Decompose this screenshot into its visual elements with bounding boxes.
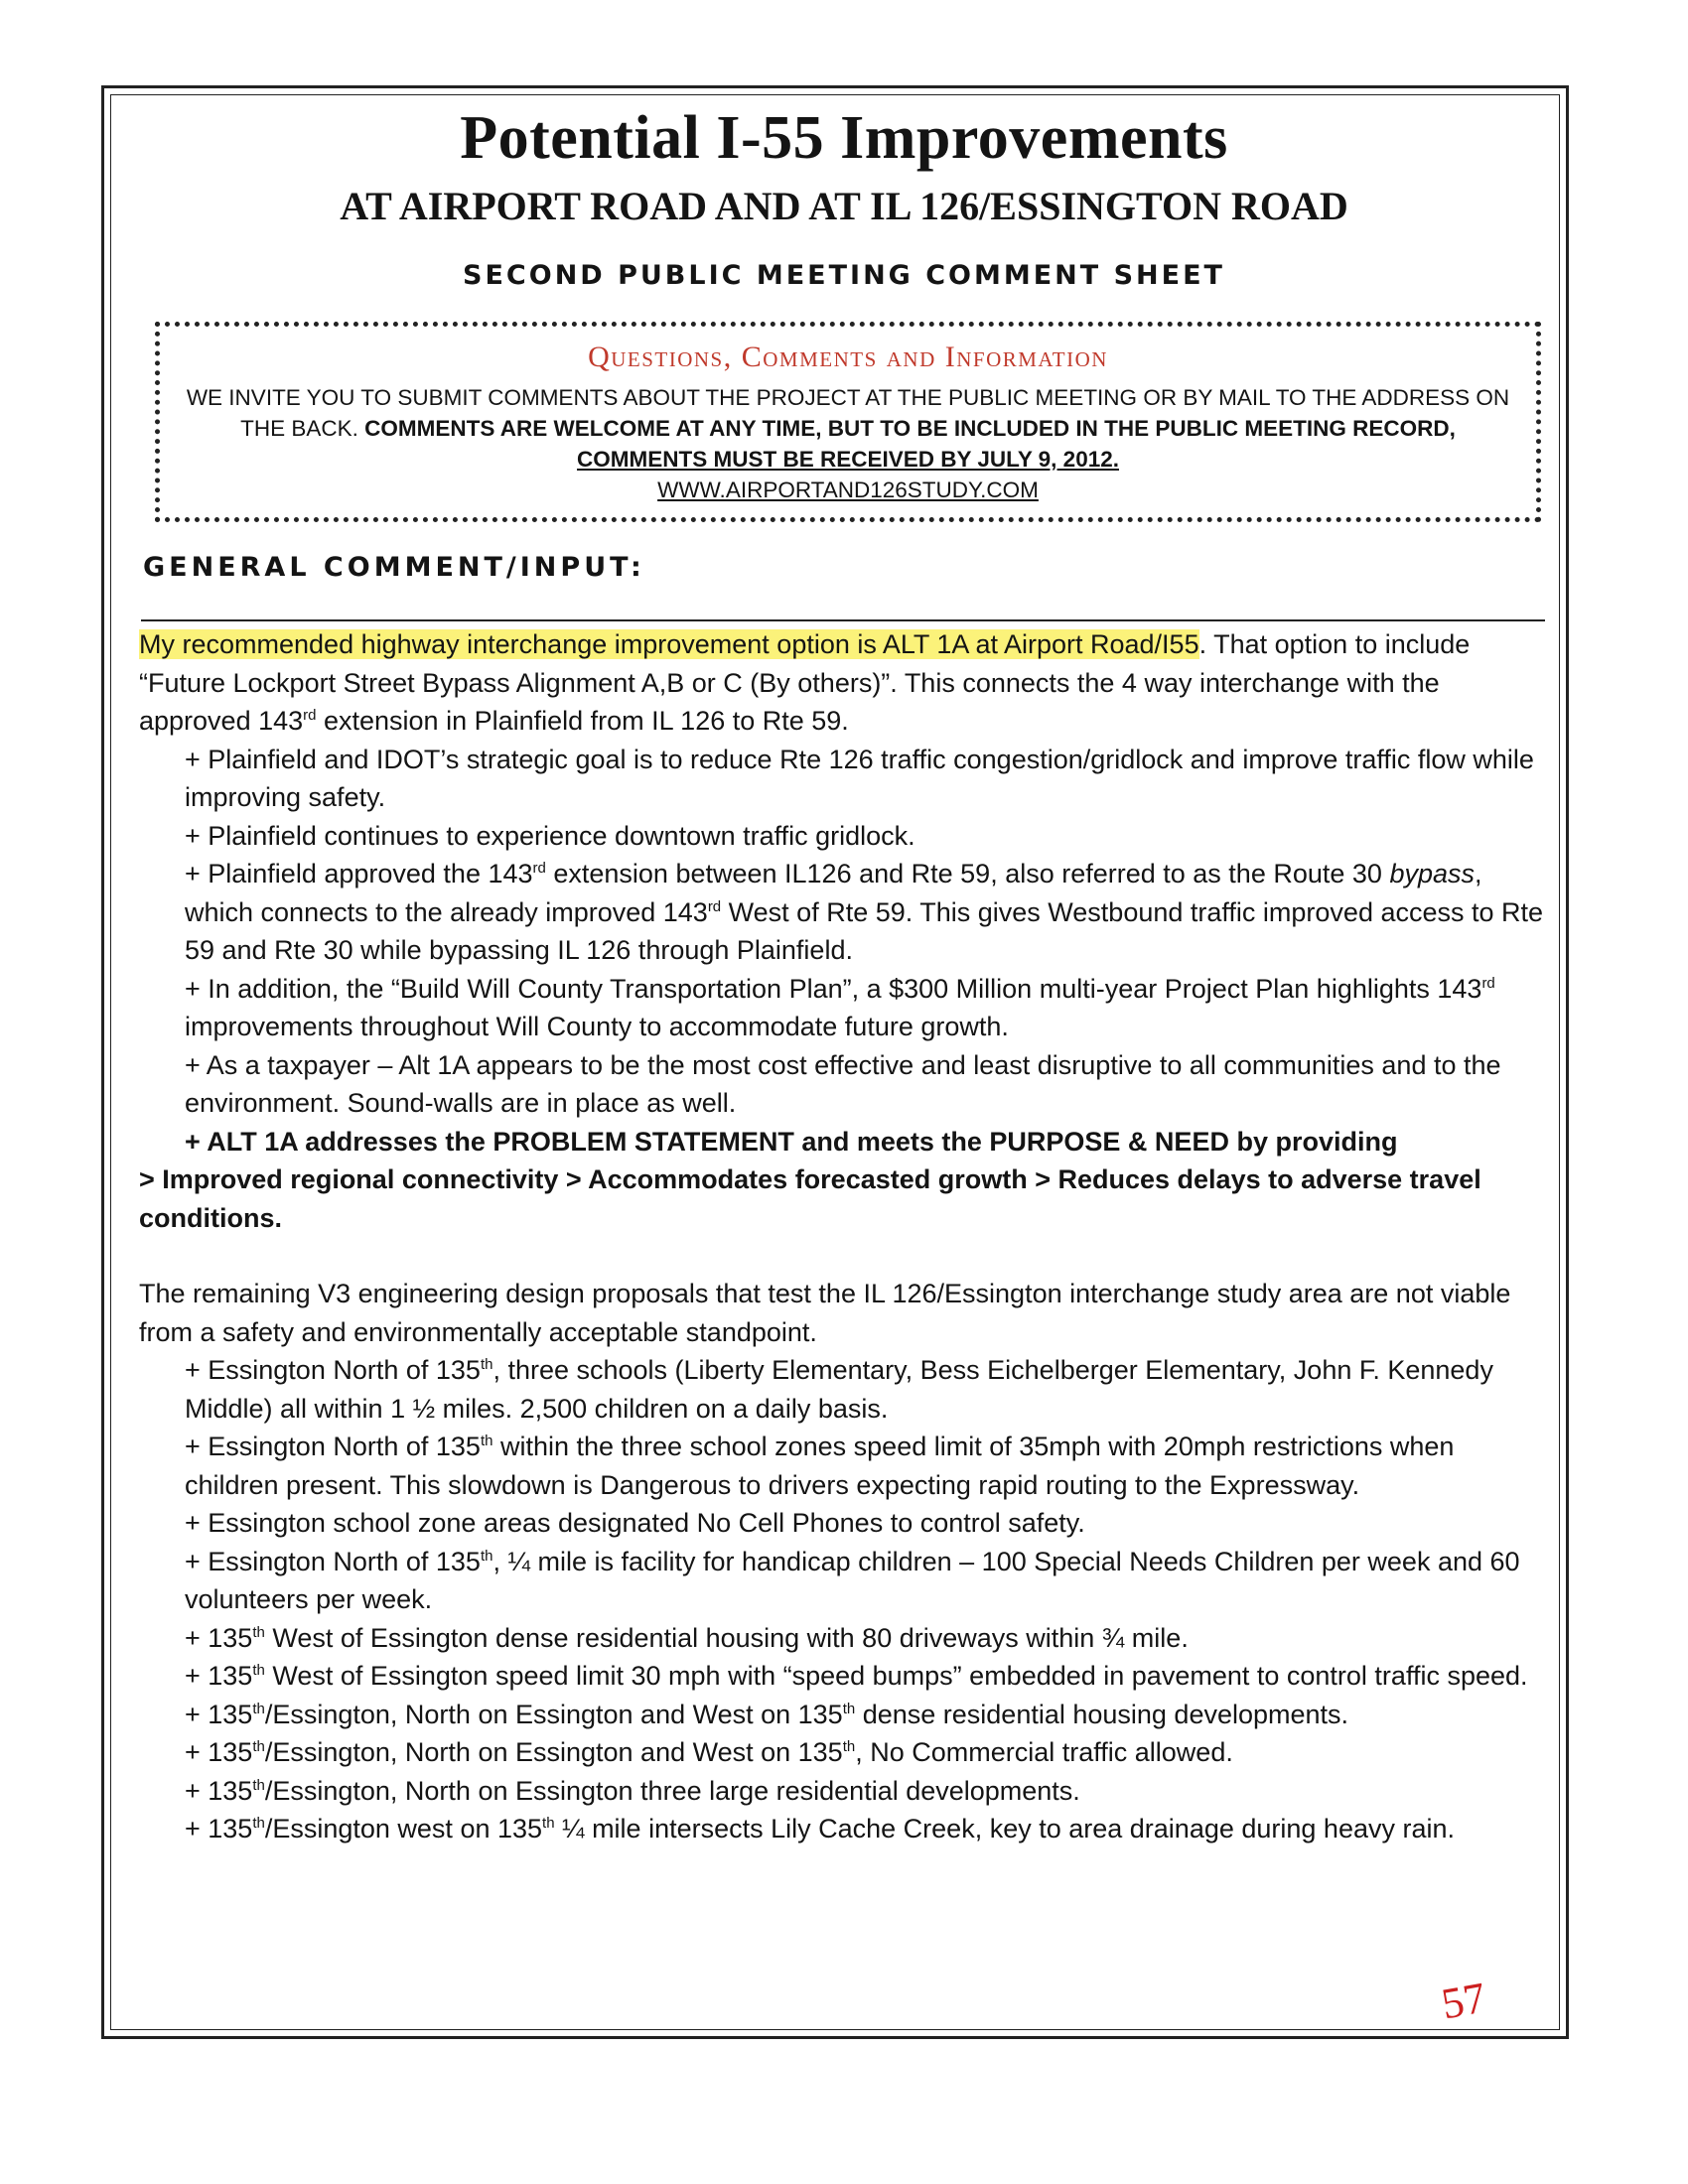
- superscript: rd: [303, 707, 317, 724]
- list-item: [139, 1351, 1549, 1428]
- comment-rule: [141, 619, 1545, 621]
- list-item: [139, 1428, 1549, 1504]
- intro-text-b: extension in Plainfield from IL 126 to Rte 59.: [316, 706, 849, 736]
- item-text: ¼ mile intersects Lily Cache Creek, key to area drainage during heavy rain.: [554, 1814, 1455, 1843]
- superscript: th: [842, 1738, 856, 1755]
- item-text: , three schools (Liberty Elementary, Bess Eichelberger Elementary, John F. Kennedy Middle) all within 1 ½ miles. 2,500 children on a daily basis.: [185, 1355, 1493, 1424]
- superscript: th: [252, 1815, 265, 1832]
- item-text: , which connects to the already improved 143: [185, 859, 1482, 927]
- item-text: + 135: [185, 1737, 253, 1767]
- paragraph-gap: [139, 1237, 1549, 1275]
- item-text: dense residential housing developments.: [855, 1699, 1349, 1729]
- info-box-title: [160, 341, 1536, 374]
- superscript: th: [480, 1547, 493, 1565]
- page-subtitle: AT AIRPORT ROAD AND AT IL 126/ESSINGTON ROAD: [340, 184, 1348, 228]
- superscript: rd: [1481, 974, 1495, 992]
- info-text-deadline: COMMENTS MUST BE RECEIVED BY JULY 9, 2012.: [577, 447, 1119, 472]
- item-text: /Essington, North on Essington and West on 135: [264, 1737, 843, 1767]
- superscript: th: [252, 1776, 265, 1794]
- item-text: extension between IL126 and Rte 59, also referred to as the Route 30: [545, 859, 1390, 888]
- list-item: [139, 1543, 1549, 1619]
- item-text: + 135: [185, 1699, 253, 1729]
- superscript: th: [480, 1433, 493, 1449]
- list-item: [139, 1657, 1549, 1696]
- item-text: within the three school zones speed limit of 35mph with 20mph restrictions when children present. This slowdown is Dangerous to drivers expecting rapid routing to the Expressway.: [185, 1432, 1455, 1500]
- item-text: + 135: [185, 1775, 253, 1806]
- superscript: rd: [532, 860, 546, 877]
- item-text: improvements throughout Will County to accommodate future growth.: [185, 1012, 1009, 1041]
- list-item: + Plainfield and IDOT’s strategic goal is to reduce Rte 126 traffic congestion/gridlock and improve traffic flow while improving safety.: [185, 744, 1534, 812]
- list-item: [139, 1696, 1549, 1734]
- comment-intro: [139, 625, 1549, 741]
- item-text: /Essington west on 135: [264, 1814, 543, 1843]
- item-text: West of Rte 59. This gives Westbound traffic improved access to Rte 59 and Rte 30 while bypassing IL 126 through Plainfield.: [185, 896, 1544, 965]
- superscript: th: [480, 1356, 493, 1373]
- item-text: + Essington North of 135: [185, 1546, 481, 1576]
- info-box-title-text: Questions, Comments and Information: [588, 341, 1108, 373]
- superscript: th: [542, 1815, 555, 1832]
- info-text-invite: WE INVITE YOU TO SUBMIT COMMENTS ABOUT THE PROJECT AT THE PUBLIC MEETING OR BY MAIL TO THE ADDRESS ON THE BACK.: [186, 385, 1510, 441]
- info-text-welcome: COMMENTS ARE WELCOME AT ANY TIME, BUT TO BE INCLUDED IN THE PUBLIC MEETING RECORD,: [364, 416, 1456, 441]
- list-item: [139, 1772, 1549, 1811]
- info-box-text: [184, 382, 1512, 505]
- info-box: [155, 322, 1541, 522]
- item-text: West of Essington dense residential housing with 80 driveways within ¾ mile.: [264, 1622, 1189, 1653]
- item-text: + ALT 1A addresses the PROBLEM STATEMENT and meets the PURPOSE & NEED by providing: [185, 1126, 1398, 1157]
- item-text: , No Commercial traffic allowed.: [855, 1737, 1233, 1767]
- item-text: /Essington, North on Essington and West on 135: [264, 1699, 843, 1729]
- superscript: th: [252, 1738, 265, 1755]
- item-text: + 135: [185, 1622, 253, 1653]
- list-item: + As a taxpayer – Alt 1A appears to be the most cost effective and least disruptive to all communities and to the environment. Sound-walls are in place as well.: [185, 1049, 1501, 1118]
- meeting-heading: SECOND PUBLIC MEETING COMMENT SHEET: [463, 260, 1225, 291]
- list-item-continuation: > Improved regional connectivity > Accommodates forecasted growth > Reduces delays to adverse travel conditions.: [139, 1164, 1481, 1233]
- list-item: [139, 855, 1549, 970]
- item-emphasis: bypass: [1389, 859, 1475, 888]
- superscript: th: [842, 1700, 856, 1717]
- item-text: + 135: [185, 1814, 253, 1843]
- item-text: + 135: [185, 1661, 253, 1691]
- superscript: th: [252, 1623, 265, 1641]
- item-text: + Plainfield approved the 143: [185, 859, 533, 888]
- comment-paragraph-2: The remaining V3 engineering design proposals that test the IL 126/Essington interchange study area are not viable from a safety and environmentally acceptable standpoint.: [139, 1279, 1511, 1347]
- list-item: [139, 970, 1549, 1046]
- list-item: + Plainfield continues to experience downtown traffic gridlock.: [185, 820, 915, 851]
- superscript: th: [252, 1662, 265, 1679]
- intro-text-a: . That option to include “Future Lockport Street Bypass Alignment A,B or C (By others)”. This connects the 4 way interchange with the approved 143: [139, 629, 1471, 736]
- item-text: + Essington North of 135: [185, 1432, 481, 1461]
- general-comment-label: GENERAL COMMENT/INPUT:: [143, 552, 645, 583]
- list-item: [139, 1123, 1549, 1161]
- item-text: + In addition, the “Build Will County Transportation Plan”, a $300 Million multi-year Project Plan highlights 143: [185, 973, 1482, 1004]
- item-text: , ¼ mile is facility for handicap children – 100 Special Needs Children per week and 60 volunteers per week.: [185, 1546, 1520, 1614]
- handwritten-page-number: 57: [1438, 1973, 1489, 2029]
- list-item: + Essington school zone areas designated No Cell Phones to control safety.: [185, 1508, 1085, 1538]
- list-item: [139, 1619, 1549, 1658]
- list-item: [139, 1733, 1549, 1772]
- highlighted-recommendation: My recommended highway interchange improvement option is ALT 1A at Airport Road/I55: [139, 629, 1199, 659]
- page-title: Potential I-55 Improvements: [460, 104, 1228, 172]
- list-item: [139, 1810, 1549, 1848]
- comment-body: [139, 625, 1549, 1848]
- item-text: West of Essington speed limit 30 mph with “speed bumps” embedded in pavement to control traffic speed.: [264, 1661, 1528, 1691]
- item-text: + Essington North of 135: [185, 1355, 481, 1385]
- item-text: /Essington, North on Essington three large residential developments.: [264, 1775, 1080, 1806]
- superscript: rd: [707, 897, 722, 915]
- info-website-link[interactable]: WWW.AIRPORTAND126STUDY.COM: [657, 478, 1039, 502]
- superscript: th: [252, 1700, 265, 1717]
